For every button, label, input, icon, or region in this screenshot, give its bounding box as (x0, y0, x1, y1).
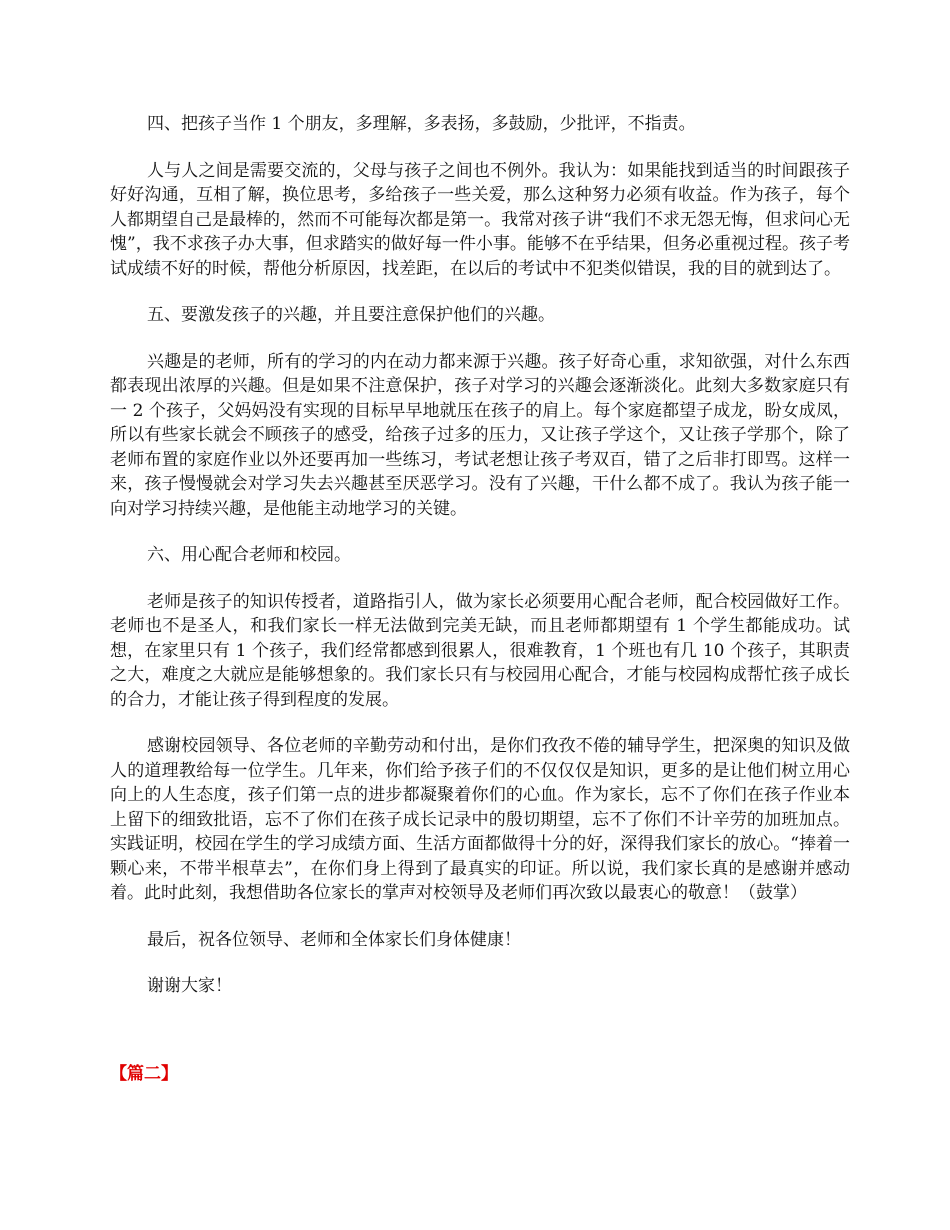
paragraph-wishes: 最后，祝各位领导、老师和全体家长们身体健康！ (147, 929, 521, 950)
paragraph-cooperation: 老师是孩子的知识传授者，道路指引人，做为家长必须要用心配合老师，配合校园做好工作。老师也不是圣人，和我们家长一样无法做到完美无缺，而且老师都期望有 1 个学生都能成功。试想，在家里只有 1 个孩子，我们经常都感到很累人，很难教育，1 个班也有几 10 个孩子，其职责之大，难度之大就应是能够想象的。我们家长只有与校园用心配合，才能与校园构成帮忙孩子成长的合力，才能让孩子得到程度的发展。 (110, 591, 850, 710)
paragraph-interest: 兴趣是的老师，所有的学习的内在动力都来源于兴趣。孩子好奇心重，求知欲强，对什么东西都表现出浓厚的兴趣。但是如果不注意保护，孩子对学习的兴趣会逐渐淡化。此刻大多数家庭只有一 2 个孩子，父妈妈没有实现的目标早早地就压在孩子的肩上。每个家庭都望子成龙，盼女成凤，所以有些家长就会不顾孩子的感受，给孩子过多的压力，又让孩子学这个，又让孩子学那个，除了老师布置的家庭作业以外还要再加一些练习，考试老想让孩子考双百，错了之后非打即骂。这样一来，孩子慢慢就会对学习失去兴趣甚至厌恶学习。没有了兴趣，干什么都不成了。我认为孩子能一向对学习持续兴趣，是他能主动地学习的关键。 (110, 351, 850, 519)
paragraph-communication: 人与人之间是需要交流的，父母与孩子之间也不例外。我认为：如果能找到适当的时间跟孩子好好沟通，互相了解，换位思考，多给孩子一些关爱，那么这种努力必须有收益。作为孩子，每个人都期望自己是最棒的，然而不可能每次都是第一。我常对孩子讲“我们不求无怨无悔，但求问心无愧”，我不求孩子办大事，但求踏实的做好每一件小事。能够不在乎结果，但务必重视过程。孩子考试成绩不好的时候，帮他分析原因，找差距，在以后的考试中不犯类似错误，我的目的就到达了。 (110, 160, 850, 279)
heading-six: 六、用心配合老师和校园。 (147, 545, 351, 565)
paragraph-thanks: 感谢校园领导、各位老师的辛勤劳动和付出，是你们孜孜不倦的辅导学生，把深奥的知识及做人的道理教给每一位学生。几年来，你们给予孩子们的不仅仅仅是知识，更多的是让他们树立用心向上的人生态度，孩子们第一点的进步都凝聚着你们的心血。作为家长，忘不了你们在孩子作业本上留下的细致批语，忘不了你们在孩子成长记录中的殷切期望，忘不了你们不计辛劳的加班加点。实践证明，校园在学生的学习成绩方面、生活方面都做得十分的好，深得我们家长的放心。“捧着一颗心来，不带半根草去”，在你们身上得到了最真实的印证。所以说，我们家长真的是感谢并感动着。此时此刻，我想借助各位家长的掌声对校领导及老师们再次致以最衷心的敬意！（鼓掌） (110, 736, 850, 903)
heading-five: 五、要激发孩子的兴趣，并且要注意保护他们的兴趣。 (147, 305, 555, 325)
heading-four: 四、把孩子当作 1 个朋友，多理解，多表扬，多鼓励，少批评，不指责。 (147, 114, 696, 134)
section-label: 【篇二】 (110, 1064, 178, 1084)
paragraph-closing: 谢谢大家！ (147, 976, 232, 996)
document-body (110, 112, 850, 1021)
